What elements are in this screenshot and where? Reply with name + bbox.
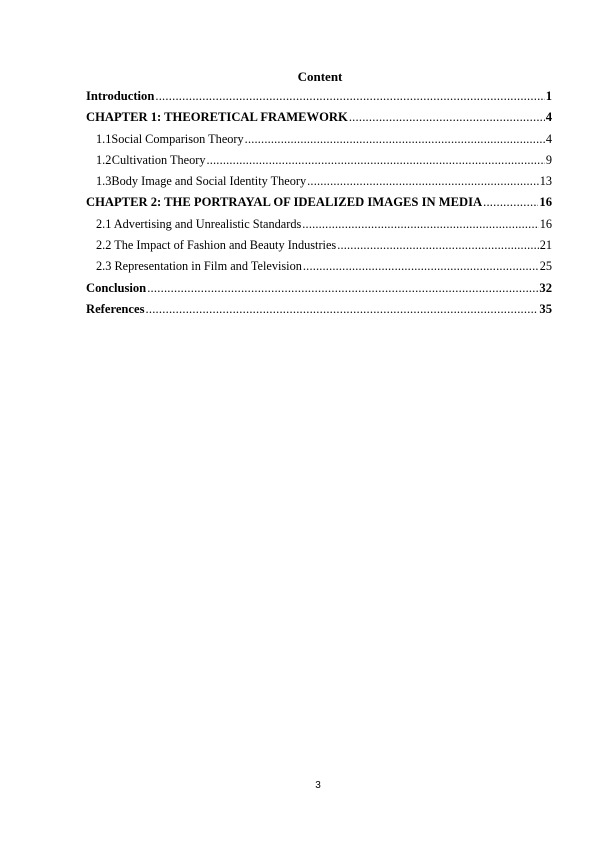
toc-section-number: 1.3 xyxy=(96,174,112,189)
toc-entry-2-3[interactable] xyxy=(86,258,552,279)
toc-entry-text: References xyxy=(86,301,145,316)
toc-dot-leader xyxy=(483,194,538,210)
toc-dot-leader xyxy=(349,109,545,125)
toc-dot-leader xyxy=(303,258,539,274)
page-number-footer: 3 xyxy=(315,780,321,791)
toc-entry-text: CHAPTER 2: THE PORTRAYAL OF IDEALIZED IMAGES IN MEDIA xyxy=(86,195,483,210)
toc-page-number: 9 xyxy=(545,152,552,167)
toc-dot-leader xyxy=(302,216,538,232)
toc-page-number: 4 xyxy=(545,110,552,125)
toc-entry-text: 2.1 Advertising and Unrealistic Standards xyxy=(96,216,302,231)
toc-entry-1-1[interactable] xyxy=(86,131,552,152)
toc-entry-text: Introduction xyxy=(86,89,155,103)
toc-entry-2-1[interactable] xyxy=(86,216,552,237)
toc-dot-leader xyxy=(337,237,539,253)
toc-page-number: 13 xyxy=(539,174,552,189)
toc-page-number: 1 xyxy=(545,89,552,103)
toc-dot-leader xyxy=(155,88,544,104)
toc-entry-references[interactable] xyxy=(86,301,552,322)
toc-entry-chapter-1[interactable] xyxy=(86,109,552,130)
table-of-contents xyxy=(86,88,552,322)
toc-page-number: 16 xyxy=(539,195,552,210)
toc-page-number: 4 xyxy=(545,131,552,146)
toc-entry-text: Cultivation Theory xyxy=(111,152,206,167)
toc-entry-1-3[interactable] xyxy=(86,173,552,194)
toc-entry-text: CHAPTER 1: THEORETICAL FRAMEWORK xyxy=(86,110,348,125)
toc-page-number: 32 xyxy=(539,280,552,295)
toc-section-number: 1.1 xyxy=(96,131,112,146)
toc-title: Content xyxy=(297,69,343,84)
toc-page-number: 16 xyxy=(539,216,552,231)
toc-dot-leader xyxy=(307,173,539,189)
toc-page-number: 21 xyxy=(539,238,552,253)
toc-entry-1-2[interactable] xyxy=(86,152,552,173)
toc-dot-leader xyxy=(206,152,544,168)
toc-dot-leader xyxy=(146,301,539,317)
toc-dot-leader xyxy=(147,280,538,296)
toc-dot-leader xyxy=(245,131,545,147)
toc-entry-text: Conclusion xyxy=(86,280,147,295)
toc-page-number: 25 xyxy=(539,259,552,274)
toc-section-number: 1.2 xyxy=(96,152,112,167)
toc-entry-text: Body Image and Social Identity Theory xyxy=(111,174,307,189)
toc-entry-text: 2.3 Representation in Film and Television xyxy=(96,259,302,274)
toc-entry-chapter-2[interactable] xyxy=(86,194,552,215)
toc-page-number: 35 xyxy=(539,301,552,316)
toc-entry-text: Social Comparison Theory xyxy=(111,131,244,146)
toc-entry-2-2[interactable] xyxy=(86,237,552,258)
toc-entry-text: 2.2 The Impact of Fashion and Beauty Industries xyxy=(96,238,337,253)
toc-entry-introduction[interactable] xyxy=(86,88,552,109)
toc-entry-conclusion[interactable] xyxy=(86,280,552,301)
